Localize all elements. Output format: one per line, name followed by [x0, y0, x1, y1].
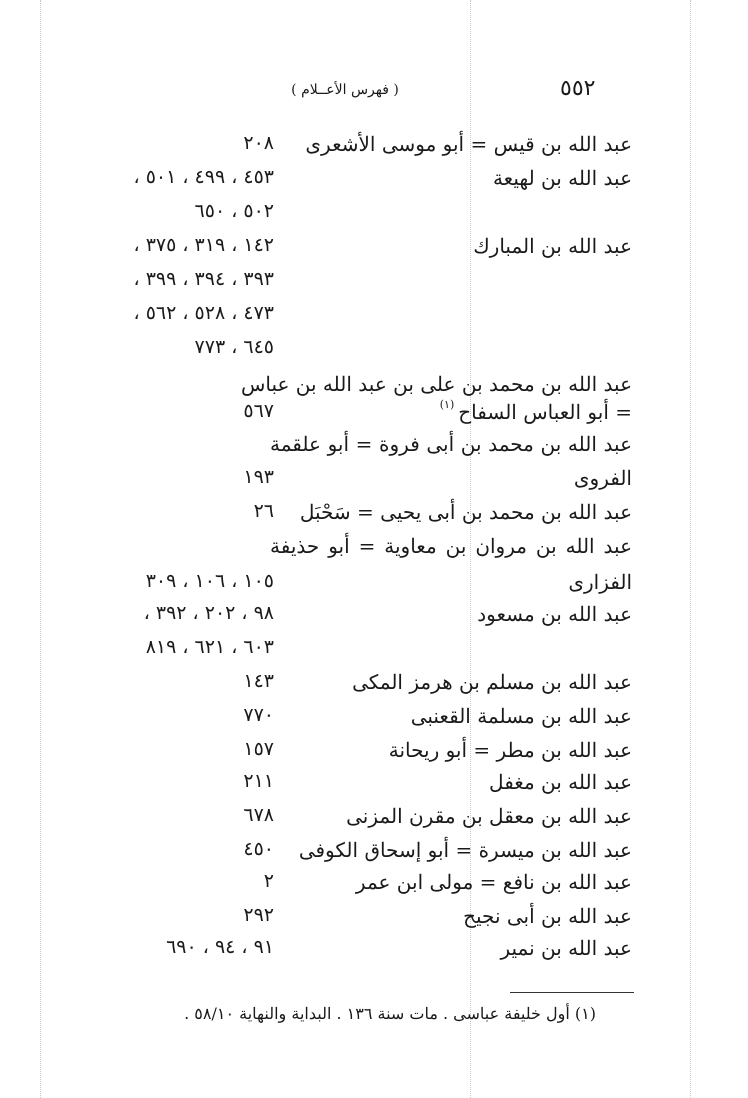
entry-name: الفروى	[573, 466, 632, 490]
entry-page-refs: ٦٤٥ ، ٧٧٣	[194, 336, 274, 358]
entry-page-refs: ٥٠٢ ، ٦٥٠	[194, 200, 274, 222]
entry-name: عبد الله بن ميسرة = أبو إسحاق الكوفى	[298, 838, 632, 862]
entry-page-refs: ٥٦٧	[243, 400, 274, 422]
entry-page-refs: ٩٨ ، ٢٠٢ ، ٣٩٢ ،	[143, 602, 274, 624]
entry-name: عبد الله بن نمير	[500, 936, 632, 960]
index-entry	[0, 636, 748, 668]
entry-name: = أبو العباس السفاح	[458, 400, 632, 424]
entry-name: عبد الله بن مسعود	[477, 602, 632, 626]
entry-page-refs: ٣٩٣ ، ٣٩٤ ، ٣٩٩ ،	[133, 268, 274, 290]
index-entry	[0, 132, 748, 164]
running-title: ( فهرس الأعــلام )	[291, 82, 399, 98]
entry-name: عبد الله بن مطر = أبو ريحانة	[388, 738, 632, 762]
entry-name: عبد الله بن أبى نجيح	[463, 904, 632, 928]
entry-page-refs: ٧٧٠	[243, 704, 274, 726]
entry-page-refs: ١٥٧	[243, 738, 274, 760]
entry-page-refs: ٤٥٠	[243, 838, 274, 860]
index-entry	[0, 432, 748, 464]
entry-name: عبد الله بن مغفل	[489, 770, 632, 794]
entry-name: عبد الله بن مسلمة القعنبى	[410, 704, 632, 728]
index-entry	[0, 870, 748, 902]
index-entry	[0, 602, 748, 634]
index-entry	[0, 466, 748, 498]
index-entry	[0, 400, 748, 432]
footnote-marker: (١)	[439, 398, 455, 411]
entry-page-refs: ١٤٣	[243, 670, 274, 692]
index-entry	[0, 704, 748, 736]
entry-page-refs: ٢٩٢	[243, 904, 274, 926]
entry-name: عبد الله بن محمد بن على بن عبد الله بن عباس	[240, 372, 632, 396]
entry-page-refs: ١٤٢ ، ٣١٩ ، ٣٧٥ ،	[133, 234, 274, 256]
index-entry	[0, 302, 748, 334]
index-entry	[0, 234, 748, 266]
index-entry	[0, 336, 748, 368]
index-entry	[0, 804, 748, 836]
entry-name: الفزارى	[568, 570, 632, 594]
page-number: ٥٥٢	[560, 76, 596, 101]
entry-page-refs: ٦٧٨	[243, 804, 274, 826]
entry-page-refs: ٤٧٣ ، ٥٢٨ ، ٥٦٢ ،	[133, 302, 274, 324]
page-header	[0, 76, 748, 106]
entry-name: عبد الله بن لهيعة	[492, 166, 632, 190]
entry-page-refs: ٢٠٨	[243, 132, 274, 154]
index-entry	[0, 738, 748, 770]
index-entry	[0, 770, 748, 802]
index-entry	[0, 936, 748, 968]
entry-page-refs: ٢٦	[253, 500, 274, 522]
entry-name: عبد الله بن معقل بن مقرن المزنى	[346, 804, 632, 828]
entry-page-refs: ٦٠٣ ، ٦٢١ ، ٨١٩	[145, 636, 274, 658]
entry-name: عبد الله بن المبارك	[473, 234, 632, 258]
index-entry	[0, 268, 748, 300]
index-entry	[0, 500, 748, 532]
entry-page-refs: ٤٥٣ ، ٤٩٩ ، ٥٠١ ،	[133, 166, 274, 188]
index-entry	[0, 838, 748, 870]
entry-page-refs: ٢١١	[243, 770, 274, 792]
entry-page-refs: ٢	[263, 870, 274, 892]
index-entry	[0, 570, 748, 602]
footnote-divider	[510, 992, 634, 993]
index-entry	[0, 200, 748, 232]
footnote: (١) أول خليفة عباسى . مات سنة ١٣٦ . البداية والنهاية ٥٨/١٠ .	[184, 1004, 596, 1023]
entry-page-refs: ١٠٥ ، ١٠٦ ، ٣٠٩	[145, 570, 274, 592]
entry-name: عبد الله بن نافع = مولى ابن عمر	[355, 870, 632, 894]
index-entry	[0, 670, 748, 702]
entry-name: عبد الله بن محمد بن أبى فروة = أبو علقمة	[270, 432, 632, 456]
entry-name: عبد الله بن مسلم بن هرمز المكى	[352, 670, 632, 694]
entry-name: عبد الله بن محمد بن أبى يحيى = سَحْبَل	[299, 500, 632, 524]
index-entry	[0, 904, 748, 936]
entry-name: عبد الله بن مروان بن معاوية = أبو حذيفة	[270, 534, 632, 558]
index-entry	[0, 534, 748, 566]
entry-page-refs: ٩١ ، ٩٤ ، ٦٩٠	[166, 936, 274, 958]
entry-page-refs: ١٩٣	[243, 466, 274, 488]
entry-name: عبد الله بن قيس = أبو موسى الأشعرى	[305, 132, 632, 156]
index-entry	[0, 166, 748, 198]
